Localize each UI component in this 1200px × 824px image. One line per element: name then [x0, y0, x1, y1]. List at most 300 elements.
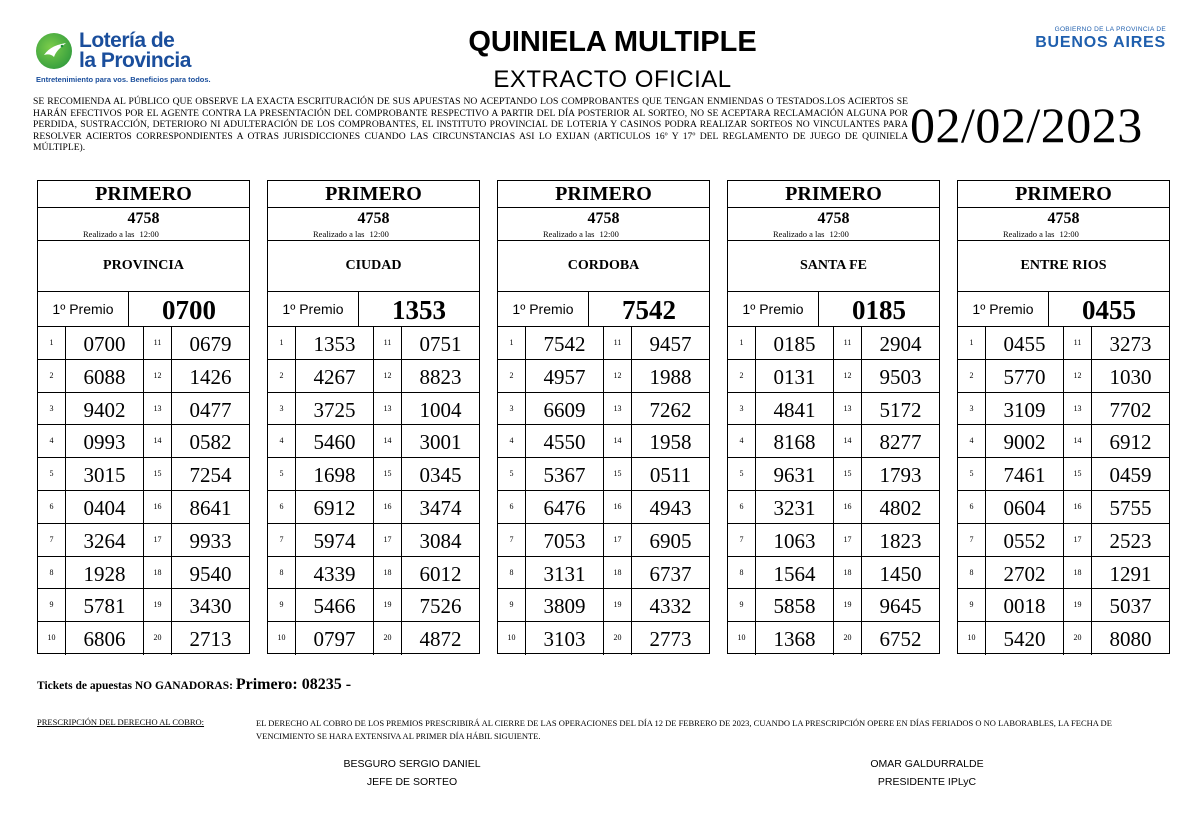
result-number: 0018: [986, 589, 1064, 621]
position-index: 1: [498, 327, 526, 359]
result-number: 5420: [986, 622, 1064, 655]
result-number: 1291: [1109, 561, 1152, 586]
result-number: 5172: [879, 397, 922, 422]
result-number: 3109: [986, 393, 1064, 425]
position-index: 20: [604, 622, 632, 655]
result-number: 7526: [419, 594, 462, 619]
result-number: 5755: [1109, 495, 1152, 520]
result-row: [38, 425, 249, 458]
position-index: 6: [958, 491, 986, 523]
result-number: 0679: [189, 332, 232, 356]
result-row: [268, 589, 479, 622]
result-number: 6905: [649, 528, 692, 553]
position-index: 15: [144, 458, 172, 490]
result-number: 9402: [66, 393, 144, 425]
first-prize-row: [728, 292, 939, 327]
result-number: 2702: [986, 557, 1064, 589]
jurisdiction-name: PROVINCIA: [38, 241, 249, 292]
result-number: 1450: [879, 561, 922, 586]
result-number: 3474: [419, 495, 462, 520]
position-index: 18: [374, 557, 402, 589]
result-number: 0993: [66, 425, 144, 457]
result-number: 4943: [649, 495, 692, 520]
position-index: 12: [604, 360, 632, 392]
result-number: 9503: [879, 364, 922, 389]
result-number: 3131: [526, 557, 604, 589]
result-number: 4550: [526, 425, 604, 457]
first-prize-value: 0700: [162, 295, 216, 325]
position-index: 15: [834, 458, 862, 490]
position-index: 19: [144, 589, 172, 621]
position-index: 5: [268, 458, 296, 490]
page-subtitle: EXTRACTO OFICIAL: [493, 66, 732, 93]
position-index: 19: [374, 589, 402, 621]
result-number: 3430: [189, 594, 232, 619]
result-number: 7542: [526, 327, 604, 359]
result-row: [728, 524, 939, 557]
result-number: 3273: [1109, 332, 1152, 356]
disclaimer-text: SE RECOMIENDA AL PÚBLICO QUE OBSERVE LA EXACTA ESCRITURACIÓN DE SUS APUESTAS NO ACEPTANDO LOS COMPROBANTES QUE TENGAN ENMIENDAS O TESTADOS.LOS ACIERTOS SE HARÁN EFECTIVOS POR EL AGENTE CONTRA LA PRESENTACIÓN DEL COMPROBANTE RESPECTIVO A PARTIR DEL DÍA POSTERIOR AL SORTEO, NO SE ACEPTARA RECLAMACIÓN ALGUNA POR PERDIDA, SUSTRACCIÓN, DETERIORO NI ADULTERACIÓN DE LOS COMPROBANTES, EL INSTITUTO PROVINCIAL DE LOTERIA Y CASINOS PODRA REALIZAR SORTEOS NO VINCULANTES PARA RESOLVER ACIERTOS CORRESPONDIENTES A OTRAS JURISDICCIONES CUANDO LAS CIRCUNSTANCIAS ASI LO EXIJAN (ARTICULOS 16º Y 17º DEL REGLAMENTO DE JUEGO DE QUINIELA MÚLTIPLE).: [33, 96, 908, 154]
result-row: [958, 360, 1169, 393]
draw-number: 4758: [127, 210, 160, 227]
result-row: [38, 360, 249, 393]
first-prize-value: 1353: [392, 295, 446, 325]
position-index: 13: [834, 393, 862, 425]
jurisdiction-name: CORDOBA: [498, 241, 709, 292]
logo-line1: Lotería de: [79, 29, 175, 52]
jurisdiction-name: CIUDAD: [268, 241, 479, 292]
time-label: Realizado a las: [543, 229, 595, 239]
result-number: 4872: [419, 627, 462, 652]
jurisdiction-name: SANTA FE: [728, 241, 939, 292]
result-number: 7053: [526, 524, 604, 556]
position-index: 1: [958, 327, 986, 359]
signature-sorteo: [292, 758, 532, 788]
time-value: 12:00: [1059, 229, 1079, 239]
result-row: [498, 491, 709, 524]
sig1-name: BESGURO SERGIO DANIEL: [343, 758, 481, 770]
first-prize-value: 0185: [852, 295, 906, 325]
result-row: [268, 425, 479, 458]
position-index: 11: [374, 327, 402, 359]
gov-small-text: GOBIERNO DE LA PROVINCIA DE: [1054, 26, 1166, 33]
first-prize-value: 0455: [1082, 295, 1136, 325]
result-number: 0345: [419, 463, 462, 488]
result-number: 0700: [66, 327, 144, 359]
result-row: [38, 393, 249, 426]
time-value: 12:00: [139, 229, 159, 239]
logo-tagline: Entretenimiento para vos. Beneficios para todos.: [36, 75, 211, 84]
position-index: 3: [728, 393, 756, 425]
position-index: 20: [834, 622, 862, 655]
result-number: 2713: [189, 627, 232, 652]
result-number: 0477: [189, 397, 232, 422]
position-index: 7: [268, 524, 296, 556]
result-number: 9540: [189, 561, 232, 586]
position-index: 8: [958, 557, 986, 589]
position-index: 11: [834, 327, 862, 359]
result-number: 4332: [649, 594, 692, 619]
time-label: Realizado a las: [773, 229, 825, 239]
position-index: 19: [604, 589, 632, 621]
first-prize-row: [38, 292, 249, 327]
position-index: 8: [268, 557, 296, 589]
result-number: 6609: [526, 393, 604, 425]
position-index: 5: [498, 458, 526, 490]
result-box: [957, 180, 1170, 654]
position-index: 12: [834, 360, 862, 392]
result-number: 6088: [66, 360, 144, 392]
draw-time: [728, 230, 939, 241]
result-number: 1353: [296, 327, 374, 359]
result-number: 3264: [66, 524, 144, 556]
position-index: 2: [38, 360, 66, 392]
first-prize-label: 1º Premio: [728, 292, 819, 326]
non-winning-tickets: [37, 676, 351, 694]
position-index: 7: [38, 524, 66, 556]
result-number: 3809: [526, 589, 604, 621]
position-index: 10: [958, 622, 986, 655]
position-index: 6: [268, 491, 296, 523]
position-index: 16: [834, 491, 862, 523]
result-number: 0751: [419, 332, 462, 356]
result-number: 1368: [756, 622, 834, 655]
draw-time: [268, 230, 479, 241]
result-number: 4267: [296, 360, 374, 392]
position-index: 14: [834, 425, 862, 457]
result-number: 9645: [879, 594, 922, 619]
prescription-text: EL DERECHO AL COBRO DE LOS PREMIOS PRESCRIBIRÁ AL CIERRE DE LAS OPERACIONES DEL DÍA 12 DE FEBRERO DE 2023, CUANDO LA PRESCRIPCIÓN OPERE EN DÍAS FERIADOS O NO LABORABLES, LA FECHA DE VENCIMIENTO SE HARA EXTENSIVA AL PRIMER DÍA HÁBIL SIGUIENTE.: [256, 718, 1112, 741]
first-prize-label: 1º Premio: [38, 292, 129, 326]
result-row: [498, 557, 709, 590]
first-prize-label: 1º Premio: [498, 292, 589, 326]
position-index: 15: [1064, 458, 1092, 490]
position-index: 9: [268, 589, 296, 621]
result-row: [498, 393, 709, 426]
result-row: [958, 524, 1169, 557]
result-row: [268, 524, 479, 557]
result-number: 1426: [189, 364, 232, 389]
result-number: 0131: [756, 360, 834, 392]
result-number: 4957: [526, 360, 604, 392]
position-index: 16: [144, 491, 172, 523]
position-index: 7: [958, 524, 986, 556]
result-row: [268, 491, 479, 524]
result-box: [497, 180, 710, 654]
result-row: [728, 622, 939, 655]
sig1-role: JEFE DE SORTEO: [366, 776, 458, 788]
time-label: Realizado a las: [313, 229, 365, 239]
government-logo: [1035, 26, 1166, 52]
result-row: [498, 589, 709, 622]
result-number: 0185: [756, 327, 834, 359]
position-index: 19: [834, 589, 862, 621]
position-index: 2: [498, 360, 526, 392]
result-number: 5466: [296, 589, 374, 621]
result-number: 0459: [1109, 463, 1152, 488]
result-row: [38, 458, 249, 491]
result-row: [728, 589, 939, 622]
position-index: 8: [38, 557, 66, 589]
result-number: 0404: [66, 491, 144, 523]
result-number: 9631: [756, 458, 834, 490]
position-index: 4: [498, 425, 526, 457]
first-prize-row: [498, 292, 709, 327]
result-row: [38, 589, 249, 622]
results-grid: [498, 327, 709, 655]
result-row: [958, 327, 1169, 360]
result-row: [268, 557, 479, 590]
result-row: [498, 425, 709, 458]
first-prize-label: 1º Premio: [958, 292, 1049, 326]
result-number: 0797: [296, 622, 374, 655]
result-number: 5367: [526, 458, 604, 490]
position-index: 12: [1064, 360, 1092, 392]
position-index: 20: [1064, 622, 1092, 655]
position-index: 13: [144, 393, 172, 425]
draw-name: PRIMERO: [268, 181, 479, 208]
position-index: 19: [1064, 589, 1092, 621]
result-row: [268, 360, 479, 393]
position-index: 4: [38, 425, 66, 457]
first-prize-row: [268, 292, 479, 327]
position-index: 6: [728, 491, 756, 523]
result-number: 5858: [756, 589, 834, 621]
result-number: 3725: [296, 393, 374, 425]
draw-number: 4758: [817, 210, 850, 227]
jurisdiction-name: ENTRE RIOS: [958, 241, 1169, 292]
result-number: 5037: [1109, 594, 1152, 619]
result-number: 9002: [986, 425, 1064, 457]
position-index: 10: [268, 622, 296, 655]
result-number: 0604: [986, 491, 1064, 523]
position-index: 5: [38, 458, 66, 490]
position-index: 18: [604, 557, 632, 589]
result-number: 3084: [419, 528, 462, 553]
position-index: 13: [1064, 393, 1092, 425]
result-row: [498, 458, 709, 491]
time-value: 12:00: [829, 229, 849, 239]
results-grid: [38, 327, 249, 655]
time-value: 12:00: [599, 229, 619, 239]
position-index: 17: [374, 524, 402, 556]
result-row: [728, 425, 939, 458]
position-index: 9: [498, 589, 526, 621]
result-number: 1958: [649, 430, 692, 455]
result-row: [958, 425, 1169, 458]
position-index: 8: [728, 557, 756, 589]
position-index: 7: [728, 524, 756, 556]
result-box: [37, 180, 250, 654]
position-index: 4: [728, 425, 756, 457]
first-prize-value: 7542: [622, 295, 676, 325]
result-row: [268, 393, 479, 426]
tickets-value: Primero: 08235 -: [235, 676, 352, 693]
page-title: QUINIELA MULTIPLE: [468, 26, 757, 58]
position-index: 2: [958, 360, 986, 392]
result-row: [38, 327, 249, 360]
position-index: 20: [144, 622, 172, 655]
position-index: 20: [374, 622, 402, 655]
result-number: 1063: [756, 524, 834, 556]
logo-line2: la Provincia: [79, 49, 191, 72]
result-row: [268, 327, 479, 360]
first-prize-label: 1º Premio: [268, 292, 359, 326]
position-index: 2: [728, 360, 756, 392]
position-index: 17: [144, 524, 172, 556]
result-row: [958, 491, 1169, 524]
result-number: 1823: [879, 528, 922, 553]
result-number: 8641: [189, 495, 232, 520]
position-index: 1: [268, 327, 296, 359]
result-number: 5460: [296, 425, 374, 457]
result-number: 6012: [419, 561, 462, 586]
gov-big-text: BUENOS AIRES: [1035, 34, 1166, 51]
result-row: [958, 589, 1169, 622]
position-index: 7: [498, 524, 526, 556]
result-number: 2773: [649, 627, 692, 652]
position-index: 6: [498, 491, 526, 523]
result-number: 1004: [419, 397, 462, 422]
draw-number: 4758: [587, 210, 620, 227]
signature-presidente: [807, 758, 1047, 788]
result-row: [38, 622, 249, 655]
result-row: [268, 458, 479, 491]
draw-time: [498, 230, 709, 241]
result-number: 0455: [986, 327, 1064, 359]
position-index: 17: [834, 524, 862, 556]
position-index: 10: [498, 622, 526, 655]
result-number: 1988: [649, 364, 692, 389]
time-value: 12:00: [369, 229, 389, 239]
result-number: 1928: [66, 557, 144, 589]
result-row: [728, 360, 939, 393]
result-number: 4841: [756, 393, 834, 425]
result-row: [728, 491, 939, 524]
result-row: [728, 393, 939, 426]
draw-name: PRIMERO: [498, 181, 709, 208]
result-number: 0511: [649, 463, 692, 488]
position-index: 9: [728, 589, 756, 621]
result-row: [498, 360, 709, 393]
position-index: 13: [604, 393, 632, 425]
result-number: 4802: [879, 495, 922, 520]
draw-time: [958, 230, 1169, 241]
result-number: 8823: [419, 364, 462, 389]
result-row: [728, 327, 939, 360]
position-index: 8: [498, 557, 526, 589]
prescription-label: PRESCRIPCIÓN DEL DERECHO AL COBRO:: [37, 717, 205, 727]
draw-number: 4758: [357, 210, 390, 227]
position-index: 18: [1064, 557, 1092, 589]
result-number: 8168: [756, 425, 834, 457]
position-index: 5: [958, 458, 986, 490]
position-index: 15: [604, 458, 632, 490]
position-index: 10: [38, 622, 66, 655]
draw-name: PRIMERO: [728, 181, 939, 208]
result-number: 5770: [986, 360, 1064, 392]
result-number: 6912: [1109, 430, 1152, 455]
position-index: 11: [604, 327, 632, 359]
position-index: 14: [144, 425, 172, 457]
result-number: 0582: [189, 430, 232, 455]
result-number: 6912: [296, 491, 374, 523]
position-index: 17: [1064, 524, 1092, 556]
results-grid: [728, 327, 939, 655]
draw-time: [38, 230, 249, 241]
draw-name: PRIMERO: [38, 181, 249, 208]
result-number: 6752: [879, 627, 922, 652]
position-index: 6: [38, 491, 66, 523]
result-number: 7254: [189, 463, 232, 488]
position-index: 12: [374, 360, 402, 392]
position-index: 5: [728, 458, 756, 490]
position-index: 14: [604, 425, 632, 457]
draw-name: PRIMERO: [958, 181, 1169, 208]
position-index: 2: [268, 360, 296, 392]
sig2-role: PRESIDENTE IPLyC: [877, 776, 977, 788]
position-index: 11: [144, 327, 172, 359]
result-number: 2904: [879, 332, 922, 356]
result-number: 3001: [419, 430, 462, 455]
result-number: 8277: [879, 430, 922, 455]
position-index: 3: [38, 393, 66, 425]
result-box: [267, 180, 480, 654]
position-index: 16: [374, 491, 402, 523]
result-row: [498, 622, 709, 655]
position-index: 3: [268, 393, 296, 425]
position-index: 4: [958, 425, 986, 457]
result-row: [38, 491, 249, 524]
results-grid: [958, 327, 1169, 655]
first-prize-row: [958, 292, 1169, 327]
result-number: 5781: [66, 589, 144, 621]
position-index: 18: [144, 557, 172, 589]
position-index: 10: [728, 622, 756, 655]
result-number: 6476: [526, 491, 604, 523]
result-number: 3231: [756, 491, 834, 523]
result-number: 1564: [756, 557, 834, 589]
results-grid: [268, 327, 479, 655]
result-number: 0552: [986, 524, 1064, 556]
result-number: 1793: [879, 463, 922, 488]
position-index: 9: [38, 589, 66, 621]
position-index: 14: [374, 425, 402, 457]
position-index: 9: [958, 589, 986, 621]
position-index: 1: [728, 327, 756, 359]
position-index: 12: [144, 360, 172, 392]
result-number: 7461: [986, 458, 1064, 490]
time-label: Realizado a las: [1003, 229, 1055, 239]
tickets-label: Tickets de apuestas NO GANADORAS:: [37, 680, 233, 692]
position-index: 3: [958, 393, 986, 425]
result-row: [958, 458, 1169, 491]
result-box: [727, 180, 940, 654]
result-number: 6806: [66, 622, 144, 655]
position-index: 13: [374, 393, 402, 425]
result-number: 6737: [649, 561, 692, 586]
time-label: Realizado a las: [83, 229, 135, 239]
position-index: 15: [374, 458, 402, 490]
result-row: [38, 524, 249, 557]
result-number: 3015: [66, 458, 144, 490]
result-number: 7262: [649, 397, 692, 422]
draw-date: 02/02/2023: [910, 97, 1143, 153]
sig2-name: OMAR GALDURRALDE: [870, 758, 984, 770]
position-index: 14: [1064, 425, 1092, 457]
result-number: 9933: [189, 528, 232, 553]
result-number: 9457: [649, 332, 692, 356]
